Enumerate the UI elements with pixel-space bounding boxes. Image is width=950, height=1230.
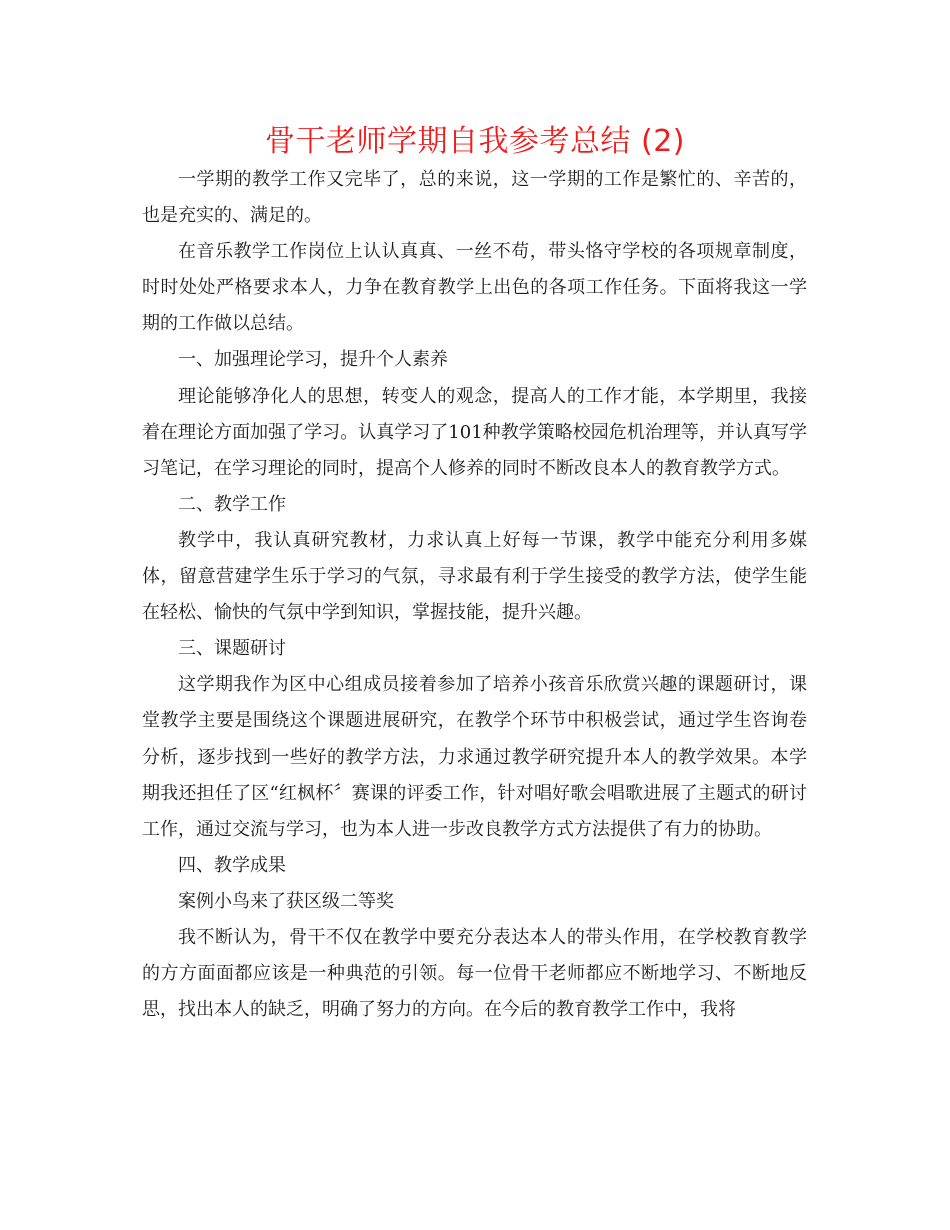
- paragraph-teaching: 教学中，我认真研究教材，力求认真上好每一节课，教学中能充分利用多媒体，留意营建学生乐于学习的气氛，寻求最有利于学生接受的教学方法，使学生能在轻松、愉快的气氛中学到知识，掌握技能，提升兴趣。: [142, 529, 807, 624]
- document-title: 骨干老师学期自我参考总结 (2): [264, 124, 686, 159]
- paragraph-research: 这学期我作为区中心组成员接着参加了培养小孩音乐欣赏兴趣的课题研讨，课堂教学主要是围绕这个课题进展研究，在教学个环节中积极尝试，通过学生咨询卷分析，逐步找到一些好的教学方法，力求通过教学研究提升本人的教学效果。本学期我还担任了区“红枫杯〞赛课的评委工作，针对唱好歌会唱歌进展了主题式的研讨工作，通过交流与学习，也为本人进一步改良教学方式方法提供了有力的协助。: [142, 674, 807, 840]
- section-heading-teaching: 二、教学工作: [178, 493, 286, 515]
- paragraph-overview: 在音乐教学工作岗位上认认真真、一丝不苟，带头恪守学校的各项规章制度，时时处处严格要求本人，力争在教育教学上出色的各项工作任务。下面将我这一学期的工作做以总结。: [142, 241, 807, 335]
- section-heading-research: 三、课题研讨: [178, 638, 286, 660]
- paragraph-award: 案例小鸟来了获区级二等奖: [178, 890, 394, 912]
- paragraph-theory: 理论能够净化人的思想，转变人的观念，提高人的工作才能，本学期里，我接着在理论方面加强了学习。认真学习了101种教学策略校园危机治理等，并认真写学习笔记，在学习理论的同时，提高个人修养的同时不断改良本人的教育教学方式。: [142, 385, 807, 479]
- paragraph-reflection: 我不断认为，骨干不仅在教学中要充分表达本人的带头作用，在学校教育教学的方方面面都应该是一种典范的引领。每一位骨干老师都应不断地学习、不断地反思，找出本人的缺乏，明确了努力的方向。在今后的教育教学工作中，我将: [142, 926, 807, 1021]
- section-heading-results: 四、教学成果: [178, 854, 286, 876]
- section-heading-theory: 一、加强理论学习，提升个人素养: [178, 349, 448, 371]
- document-body: [142, 162, 807, 1028]
- paragraph-intro: 一学期的教学工作又完毕了，总的来说，这一学期的工作是繁忙的、辛苦的，也是充实的、满足的。: [142, 169, 807, 227]
